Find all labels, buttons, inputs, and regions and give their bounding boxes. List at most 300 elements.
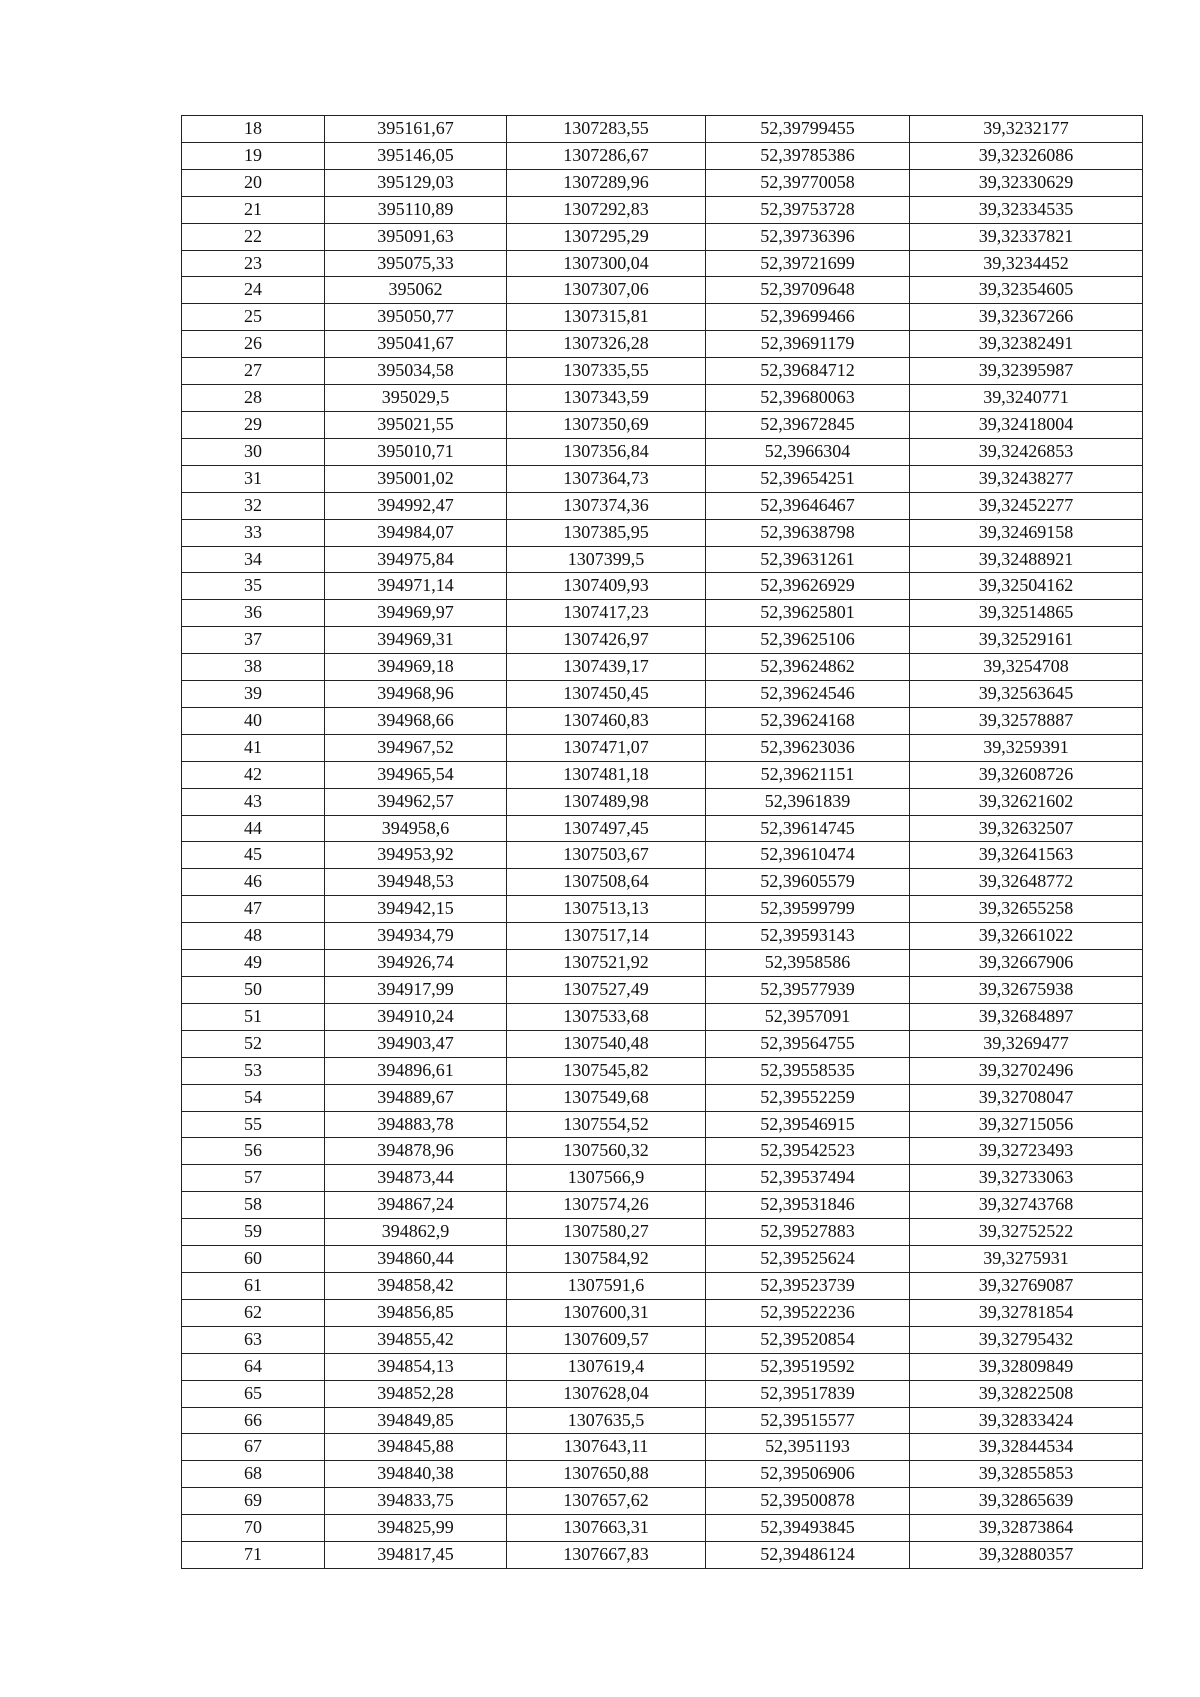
longitude-cell: 39,32855853	[910, 1461, 1143, 1488]
table-row	[182, 950, 1143, 977]
longitude-cell: 39,3232177	[910, 116, 1143, 143]
latitude-cell: 52,39523739	[706, 1272, 910, 1299]
point-number-cell: 70	[182, 1515, 325, 1542]
point-number-cell: 57	[182, 1165, 325, 1192]
y-coordinate-cell: 1307527,49	[507, 977, 706, 1004]
table-row	[182, 1542, 1143, 1569]
longitude-cell: 39,32708047	[910, 1084, 1143, 1111]
longitude-cell: 39,32675938	[910, 977, 1143, 1004]
point-number-cell: 47	[182, 896, 325, 923]
x-coordinate-cell: 394862,9	[325, 1219, 507, 1246]
x-coordinate-cell: 395110,89	[325, 196, 507, 223]
longitude-cell: 39,32822508	[910, 1380, 1143, 1407]
latitude-cell: 52,39638798	[706, 519, 910, 546]
longitude-cell: 39,32326086	[910, 142, 1143, 169]
point-number-cell: 56	[182, 1138, 325, 1165]
point-number-cell: 60	[182, 1246, 325, 1273]
table-row	[182, 869, 1143, 896]
y-coordinate-cell: 1307399,5	[507, 546, 706, 573]
latitude-cell: 52,39577939	[706, 977, 910, 1004]
table-row	[182, 1434, 1143, 1461]
x-coordinate-cell: 394967,52	[325, 734, 507, 761]
point-number-cell: 67	[182, 1434, 325, 1461]
longitude-cell: 39,32715056	[910, 1111, 1143, 1138]
x-coordinate-cell: 394984,07	[325, 519, 507, 546]
longitude-cell: 39,32833424	[910, 1407, 1143, 1434]
point-number-cell: 43	[182, 788, 325, 815]
longitude-cell: 39,32529161	[910, 627, 1143, 654]
table-row	[182, 1353, 1143, 1380]
latitude-cell: 52,39684712	[706, 358, 910, 385]
longitude-cell: 39,32514865	[910, 600, 1143, 627]
y-coordinate-cell: 1307450,45	[507, 681, 706, 708]
x-coordinate-cell: 394858,42	[325, 1272, 507, 1299]
latitude-cell: 52,39593143	[706, 923, 910, 950]
latitude-cell: 52,39519592	[706, 1353, 910, 1380]
latitude-cell: 52,39672845	[706, 411, 910, 438]
longitude-cell: 39,32608726	[910, 761, 1143, 788]
y-coordinate-cell: 1307343,59	[507, 385, 706, 412]
point-number-cell: 42	[182, 761, 325, 788]
latitude-cell: 52,39631261	[706, 546, 910, 573]
point-number-cell: 61	[182, 1272, 325, 1299]
y-coordinate-cell: 1307356,84	[507, 438, 706, 465]
table-row	[182, 519, 1143, 546]
point-number-cell: 23	[182, 250, 325, 277]
longitude-cell: 39,32743768	[910, 1192, 1143, 1219]
y-coordinate-cell: 1307326,28	[507, 331, 706, 358]
longitude-cell: 39,32334535	[910, 196, 1143, 223]
point-number-cell: 19	[182, 142, 325, 169]
longitude-cell: 39,32809849	[910, 1353, 1143, 1380]
x-coordinate-cell: 394878,96	[325, 1138, 507, 1165]
y-coordinate-cell: 1307374,36	[507, 492, 706, 519]
latitude-cell: 52,39605579	[706, 869, 910, 896]
latitude-cell: 52,39699466	[706, 304, 910, 331]
y-coordinate-cell: 1307517,14	[507, 923, 706, 950]
x-coordinate-cell: 395129,03	[325, 169, 507, 196]
longitude-cell: 39,32621602	[910, 788, 1143, 815]
point-number-cell: 32	[182, 492, 325, 519]
table-row	[182, 1165, 1143, 1192]
y-coordinate-cell: 1307600,31	[507, 1299, 706, 1326]
table-row	[182, 1272, 1143, 1299]
y-coordinate-cell: 1307283,55	[507, 116, 706, 143]
y-coordinate-cell: 1307489,98	[507, 788, 706, 815]
latitude-cell: 52,39531846	[706, 1192, 910, 1219]
x-coordinate-cell: 394910,24	[325, 1003, 507, 1030]
point-number-cell: 18	[182, 116, 325, 143]
latitude-cell: 52,39537494	[706, 1165, 910, 1192]
latitude-cell: 52,39721699	[706, 250, 910, 277]
x-coordinate-cell: 394840,38	[325, 1461, 507, 1488]
point-number-cell: 62	[182, 1299, 325, 1326]
table-row	[182, 142, 1143, 169]
latitude-cell: 52,39546915	[706, 1111, 910, 1138]
latitude-cell: 52,39624862	[706, 654, 910, 681]
x-coordinate-cell: 394854,13	[325, 1353, 507, 1380]
y-coordinate-cell: 1307667,83	[507, 1542, 706, 1569]
x-coordinate-cell: 394942,15	[325, 896, 507, 923]
latitude-cell: 52,39625106	[706, 627, 910, 654]
table-row	[182, 1138, 1143, 1165]
table-row	[182, 358, 1143, 385]
point-number-cell: 26	[182, 331, 325, 358]
latitude-cell: 52,3957091	[706, 1003, 910, 1030]
table-row	[182, 734, 1143, 761]
point-number-cell: 38	[182, 654, 325, 681]
point-number-cell: 58	[182, 1192, 325, 1219]
longitude-cell: 39,3259391	[910, 734, 1143, 761]
y-coordinate-cell: 1307289,96	[507, 169, 706, 196]
longitude-cell: 39,32438277	[910, 465, 1143, 492]
longitude-cell: 39,32684897	[910, 1003, 1143, 1030]
latitude-cell: 52,39542523	[706, 1138, 910, 1165]
x-coordinate-cell: 394975,84	[325, 546, 507, 573]
y-coordinate-cell: 1307307,06	[507, 277, 706, 304]
x-coordinate-cell: 394968,96	[325, 681, 507, 708]
y-coordinate-cell: 1307663,31	[507, 1515, 706, 1542]
longitude-cell: 39,3275931	[910, 1246, 1143, 1273]
latitude-cell: 52,39736396	[706, 223, 910, 250]
y-coordinate-cell: 1307533,68	[507, 1003, 706, 1030]
latitude-cell: 52,39799455	[706, 116, 910, 143]
point-number-cell: 50	[182, 977, 325, 1004]
point-number-cell: 22	[182, 223, 325, 250]
longitude-cell: 39,32733063	[910, 1165, 1143, 1192]
longitude-cell: 39,3240771	[910, 385, 1143, 412]
longitude-cell: 39,32578887	[910, 707, 1143, 734]
y-coordinate-cell: 1307460,83	[507, 707, 706, 734]
y-coordinate-cell: 1307292,83	[507, 196, 706, 223]
longitude-cell: 39,32337821	[910, 223, 1143, 250]
point-number-cell: 55	[182, 1111, 325, 1138]
latitude-cell: 52,39770058	[706, 169, 910, 196]
table-row	[182, 331, 1143, 358]
point-number-cell: 41	[182, 734, 325, 761]
y-coordinate-cell: 1307503,67	[507, 842, 706, 869]
y-coordinate-cell: 1307497,45	[507, 815, 706, 842]
point-number-cell: 48	[182, 923, 325, 950]
longitude-cell: 39,32865639	[910, 1488, 1143, 1515]
y-coordinate-cell: 1307657,62	[507, 1488, 706, 1515]
longitude-cell: 39,32563645	[910, 681, 1143, 708]
table-row	[182, 546, 1143, 573]
table-row	[182, 1299, 1143, 1326]
latitude-cell: 52,39525624	[706, 1246, 910, 1273]
x-coordinate-cell: 395001,02	[325, 465, 507, 492]
x-coordinate-cell: 394852,28	[325, 1380, 507, 1407]
table-row	[182, 411, 1143, 438]
x-coordinate-cell: 394867,24	[325, 1192, 507, 1219]
table-row	[182, 465, 1143, 492]
point-number-cell: 24	[182, 277, 325, 304]
point-number-cell: 65	[182, 1380, 325, 1407]
y-coordinate-cell: 1307508,64	[507, 869, 706, 896]
point-number-cell: 39	[182, 681, 325, 708]
y-coordinate-cell: 1307364,73	[507, 465, 706, 492]
longitude-cell: 39,32795432	[910, 1326, 1143, 1353]
table-row	[182, 707, 1143, 734]
table-row	[182, 1003, 1143, 1030]
table-row	[182, 1326, 1143, 1353]
table-row	[182, 627, 1143, 654]
point-number-cell: 35	[182, 573, 325, 600]
x-coordinate-cell: 395062	[325, 277, 507, 304]
x-coordinate-cell: 395010,71	[325, 438, 507, 465]
point-number-cell: 29	[182, 411, 325, 438]
table-row	[182, 1380, 1143, 1407]
point-number-cell: 20	[182, 169, 325, 196]
y-coordinate-cell: 1307295,29	[507, 223, 706, 250]
latitude-cell: 52,39564755	[706, 1030, 910, 1057]
longitude-cell: 39,32354605	[910, 277, 1143, 304]
x-coordinate-cell: 394903,47	[325, 1030, 507, 1057]
y-coordinate-cell: 1307591,6	[507, 1272, 706, 1299]
latitude-cell: 52,39552259	[706, 1084, 910, 1111]
latitude-cell: 52,39709648	[706, 277, 910, 304]
latitude-cell: 52,3966304	[706, 438, 910, 465]
latitude-cell: 52,39517839	[706, 1380, 910, 1407]
table-row	[182, 1461, 1143, 1488]
x-coordinate-cell: 394971,14	[325, 573, 507, 600]
longitude-cell: 39,32769087	[910, 1272, 1143, 1299]
point-number-cell: 46	[182, 869, 325, 896]
x-coordinate-cell: 394965,54	[325, 761, 507, 788]
point-number-cell: 63	[182, 1326, 325, 1353]
longitude-cell: 39,32723493	[910, 1138, 1143, 1165]
point-number-cell: 49	[182, 950, 325, 977]
table-row	[182, 1246, 1143, 1273]
longitude-cell: 39,3254708	[910, 654, 1143, 681]
x-coordinate-cell: 395034,58	[325, 358, 507, 385]
longitude-cell: 39,32382491	[910, 331, 1143, 358]
latitude-cell: 52,39646467	[706, 492, 910, 519]
y-coordinate-cell: 1307643,11	[507, 1434, 706, 1461]
longitude-cell: 39,32655258	[910, 896, 1143, 923]
x-coordinate-cell: 394856,85	[325, 1299, 507, 1326]
table-row	[182, 977, 1143, 1004]
x-coordinate-cell: 394860,44	[325, 1246, 507, 1273]
table-row	[182, 385, 1143, 412]
longitude-cell: 39,32367266	[910, 304, 1143, 331]
table-row	[182, 681, 1143, 708]
latitude-cell: 52,39625801	[706, 600, 910, 627]
y-coordinate-cell: 1307560,32	[507, 1138, 706, 1165]
x-coordinate-cell: 394855,42	[325, 1326, 507, 1353]
point-number-cell: 30	[182, 438, 325, 465]
y-coordinate-cell: 1307286,67	[507, 142, 706, 169]
longitude-cell: 39,32667906	[910, 950, 1143, 977]
point-number-cell: 28	[182, 385, 325, 412]
x-coordinate-cell: 394889,67	[325, 1084, 507, 1111]
point-number-cell: 66	[182, 1407, 325, 1434]
y-coordinate-cell: 1307471,07	[507, 734, 706, 761]
longitude-cell: 39,32632507	[910, 815, 1143, 842]
latitude-cell: 52,39614745	[706, 815, 910, 842]
table-row	[182, 896, 1143, 923]
longitude-cell: 39,32880357	[910, 1542, 1143, 1569]
table-row	[182, 923, 1143, 950]
longitude-cell: 39,3234452	[910, 250, 1143, 277]
table-row	[182, 250, 1143, 277]
latitude-cell: 52,39493845	[706, 1515, 910, 1542]
coordinates-table-body	[182, 116, 1143, 1569]
x-coordinate-cell: 394968,66	[325, 707, 507, 734]
point-number-cell: 59	[182, 1219, 325, 1246]
x-coordinate-cell: 394953,92	[325, 842, 507, 869]
table-row	[182, 1111, 1143, 1138]
latitude-cell: 52,39599799	[706, 896, 910, 923]
table-row	[182, 1057, 1143, 1084]
table-row	[182, 196, 1143, 223]
x-coordinate-cell: 394883,78	[325, 1111, 507, 1138]
latitude-cell: 52,39654251	[706, 465, 910, 492]
y-coordinate-cell: 1307574,26	[507, 1192, 706, 1219]
point-number-cell: 68	[182, 1461, 325, 1488]
longitude-cell: 39,3269477	[910, 1030, 1143, 1057]
table-row	[182, 304, 1143, 331]
latitude-cell: 52,39753728	[706, 196, 910, 223]
table-row	[182, 842, 1143, 869]
point-number-cell: 64	[182, 1353, 325, 1380]
x-coordinate-cell: 394934,79	[325, 923, 507, 950]
latitude-cell: 52,39520854	[706, 1326, 910, 1353]
point-number-cell: 45	[182, 842, 325, 869]
y-coordinate-cell: 1307549,68	[507, 1084, 706, 1111]
y-coordinate-cell: 1307521,92	[507, 950, 706, 977]
point-number-cell: 54	[182, 1084, 325, 1111]
point-number-cell: 53	[182, 1057, 325, 1084]
y-coordinate-cell: 1307650,88	[507, 1461, 706, 1488]
point-number-cell: 21	[182, 196, 325, 223]
longitude-cell: 39,32844534	[910, 1434, 1143, 1461]
x-coordinate-cell: 394825,99	[325, 1515, 507, 1542]
x-coordinate-cell: 394958,6	[325, 815, 507, 842]
x-coordinate-cell: 395161,67	[325, 116, 507, 143]
y-coordinate-cell: 1307439,17	[507, 654, 706, 681]
table-row	[182, 492, 1143, 519]
point-number-cell: 52	[182, 1030, 325, 1057]
x-coordinate-cell: 394969,97	[325, 600, 507, 627]
x-coordinate-cell: 394849,85	[325, 1407, 507, 1434]
table-row	[182, 788, 1143, 815]
point-number-cell: 33	[182, 519, 325, 546]
point-number-cell: 51	[182, 1003, 325, 1030]
table-row	[182, 1030, 1143, 1057]
latitude-cell: 52,39558535	[706, 1057, 910, 1084]
y-coordinate-cell: 1307545,82	[507, 1057, 706, 1084]
table-row	[182, 169, 1143, 196]
point-number-cell: 44	[182, 815, 325, 842]
latitude-cell: 52,3951193	[706, 1434, 910, 1461]
x-coordinate-cell: 394896,61	[325, 1057, 507, 1084]
x-coordinate-cell: 394969,31	[325, 627, 507, 654]
y-coordinate-cell: 1307481,18	[507, 761, 706, 788]
y-coordinate-cell: 1307426,97	[507, 627, 706, 654]
latitude-cell: 52,39522236	[706, 1299, 910, 1326]
latitude-cell: 52,39515577	[706, 1407, 910, 1434]
latitude-cell: 52,39500878	[706, 1488, 910, 1515]
y-coordinate-cell: 1307619,4	[507, 1353, 706, 1380]
y-coordinate-cell: 1307350,69	[507, 411, 706, 438]
y-coordinate-cell: 1307300,04	[507, 250, 706, 277]
longitude-cell: 39,32648772	[910, 869, 1143, 896]
table-row	[182, 223, 1143, 250]
point-number-cell: 71	[182, 1542, 325, 1569]
table-row	[182, 600, 1143, 627]
x-coordinate-cell: 394917,99	[325, 977, 507, 1004]
point-number-cell: 27	[182, 358, 325, 385]
x-coordinate-cell: 395029,5	[325, 385, 507, 412]
longitude-cell: 39,32330629	[910, 169, 1143, 196]
x-coordinate-cell: 394817,45	[325, 1542, 507, 1569]
y-coordinate-cell: 1307385,95	[507, 519, 706, 546]
table-row	[182, 1407, 1143, 1434]
point-number-cell: 25	[182, 304, 325, 331]
x-coordinate-cell: 394969,18	[325, 654, 507, 681]
table-row	[182, 815, 1143, 842]
x-coordinate-cell: 394926,74	[325, 950, 507, 977]
table-row	[182, 761, 1143, 788]
table-row	[182, 116, 1143, 143]
y-coordinate-cell: 1307417,23	[507, 600, 706, 627]
table-row	[182, 573, 1143, 600]
y-coordinate-cell: 1307409,93	[507, 573, 706, 600]
table-row	[182, 277, 1143, 304]
point-number-cell: 36	[182, 600, 325, 627]
x-coordinate-cell: 394845,88	[325, 1434, 507, 1461]
longitude-cell: 39,32426853	[910, 438, 1143, 465]
y-coordinate-cell: 1307566,9	[507, 1165, 706, 1192]
longitude-cell: 39,32873864	[910, 1515, 1143, 1542]
y-coordinate-cell: 1307580,27	[507, 1219, 706, 1246]
x-coordinate-cell: 394992,47	[325, 492, 507, 519]
longitude-cell: 39,32395987	[910, 358, 1143, 385]
latitude-cell: 52,39626929	[706, 573, 910, 600]
table-row	[182, 1515, 1143, 1542]
y-coordinate-cell: 1307335,55	[507, 358, 706, 385]
coordinates-table	[181, 115, 1143, 1569]
point-number-cell: 40	[182, 707, 325, 734]
latitude-cell: 52,39486124	[706, 1542, 910, 1569]
longitude-cell: 39,32488921	[910, 546, 1143, 573]
longitude-cell: 39,32452277	[910, 492, 1143, 519]
x-coordinate-cell: 394962,57	[325, 788, 507, 815]
x-coordinate-cell: 394873,44	[325, 1165, 507, 1192]
table-row	[182, 1488, 1143, 1515]
longitude-cell: 39,32504162	[910, 573, 1143, 600]
latitude-cell: 52,3961839	[706, 788, 910, 815]
x-coordinate-cell: 395146,05	[325, 142, 507, 169]
latitude-cell: 52,39621151	[706, 761, 910, 788]
y-coordinate-cell: 1307513,13	[507, 896, 706, 923]
x-coordinate-cell: 395050,77	[325, 304, 507, 331]
y-coordinate-cell: 1307540,48	[507, 1030, 706, 1057]
latitude-cell: 52,39527883	[706, 1219, 910, 1246]
x-coordinate-cell: 394948,53	[325, 869, 507, 896]
y-coordinate-cell: 1307628,04	[507, 1380, 706, 1407]
latitude-cell: 52,39610474	[706, 842, 910, 869]
longitude-cell: 39,32702496	[910, 1057, 1143, 1084]
latitude-cell: 52,39624546	[706, 681, 910, 708]
latitude-cell: 52,39691179	[706, 331, 910, 358]
point-number-cell: 34	[182, 546, 325, 573]
latitude-cell: 52,39623036	[706, 734, 910, 761]
point-number-cell: 37	[182, 627, 325, 654]
table-row	[182, 654, 1143, 681]
y-coordinate-cell: 1307609,57	[507, 1326, 706, 1353]
